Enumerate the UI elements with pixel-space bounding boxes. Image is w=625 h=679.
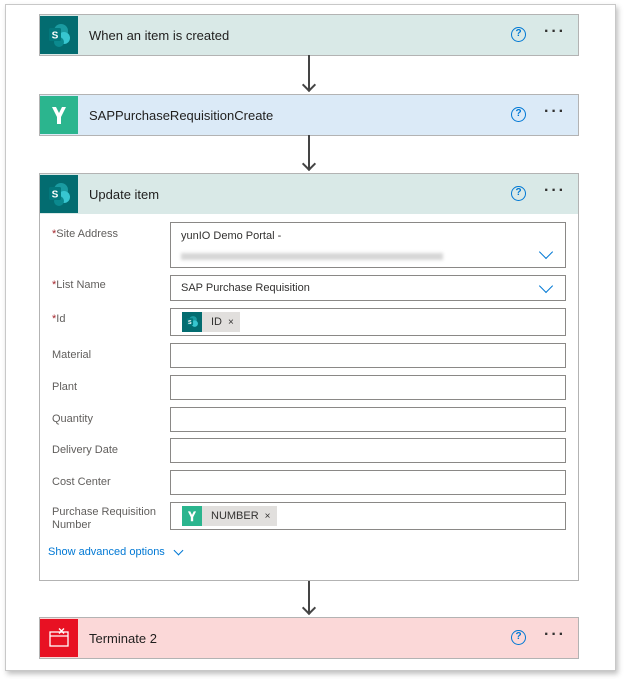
site-address-dropdown[interactable] — [170, 222, 566, 268]
chevron-down-icon[interactable] — [539, 245, 553, 259]
cost-center-label: Cost Center — [52, 476, 111, 488]
plant-label: Plant — [52, 381, 78, 393]
site-address-row — [52, 222, 570, 268]
plant-row — [52, 375, 570, 400]
sharepoint-icon — [40, 175, 78, 213]
quantity-row — [52, 407, 570, 432]
show-advanced-options[interactable] — [48, 546, 182, 558]
delivery-date-row — [52, 438, 570, 463]
chevron-down-icon — [173, 545, 183, 555]
id-label: *Id — [52, 313, 66, 325]
svg-text:S: S — [51, 30, 59, 42]
sap-action-card[interactable] — [39, 94, 579, 136]
quantity-label: Quantity — [52, 413, 93, 425]
pr-number-label: Purchase Requisition Number — [52, 506, 156, 531]
terminate-icon — [40, 619, 78, 657]
more-options-icon[interactable]: ··· — [544, 103, 566, 120]
material-input[interactable] — [170, 343, 566, 368]
more-options-icon[interactable]: ··· — [544, 626, 566, 643]
cost-center-input[interactable] — [170, 470, 566, 495]
plant-input[interactable] — [170, 375, 566, 400]
show-advanced-options-label: Show advanced options — [48, 546, 165, 558]
id-token[interactable] — [182, 312, 240, 332]
remove-token-icon[interactable]: × — [264, 510, 271, 522]
delivery-date-label: Delivery Date — [52, 444, 119, 456]
sap-action-title: SAPPurchaseRequisitionCreate — [89, 107, 274, 123]
site-address-value: yunIO Demo Portal - — [181, 230, 282, 242]
list-name-row — [52, 275, 570, 301]
material-label: Material — [52, 349, 92, 361]
more-options-icon[interactable]: ··· — [544, 23, 566, 40]
help-icon[interactable]: ? — [511, 27, 526, 42]
sharepoint-icon — [40, 16, 78, 54]
id-field[interactable] — [170, 308, 566, 336]
pr-number-row — [52, 502, 570, 530]
yunio-icon — [40, 96, 78, 134]
trigger-title: When an item is created — [89, 27, 230, 43]
more-options-icon[interactable]: ··· — [544, 182, 566, 199]
delivery-date-input[interactable] — [170, 438, 566, 463]
id-token-label: ID — [211, 316, 222, 328]
update-item-title: Update item — [89, 186, 160, 202]
update-item-card[interactable] — [39, 173, 579, 581]
quantity-input[interactable] — [170, 407, 566, 432]
sharepoint-icon — [182, 312, 202, 332]
site-address-blurred-url — [181, 253, 443, 260]
help-icon[interactable]: ? — [511, 630, 526, 645]
help-icon[interactable]: ? — [511, 107, 526, 122]
help-icon[interactable]: ? — [511, 186, 526, 201]
terminate-card[interactable] — [39, 617, 579, 659]
chevron-down-icon[interactable] — [539, 279, 553, 293]
site-address-label: *Site Address — [52, 228, 119, 240]
svg-text:S: S — [188, 319, 192, 326]
number-token[interactable] — [182, 506, 277, 526]
svg-text:S: S — [51, 189, 59, 201]
remove-token-icon[interactable]: × — [228, 316, 234, 328]
terminate-title: Terminate 2 — [89, 630, 157, 646]
number-token-label: NUMBER — [211, 510, 259, 522]
yunio-icon — [182, 506, 202, 526]
trigger-card[interactable] — [39, 14, 579, 56]
material-row — [52, 343, 570, 368]
list-name-dropdown[interactable] — [170, 275, 566, 301]
id-row — [52, 308, 570, 336]
cost-center-row — [52, 470, 570, 495]
list-name-value: SAP Purchase Requisition — [181, 282, 310, 294]
list-name-label: *List Name — [52, 279, 106, 291]
pr-number-field[interactable] — [170, 502, 566, 530]
